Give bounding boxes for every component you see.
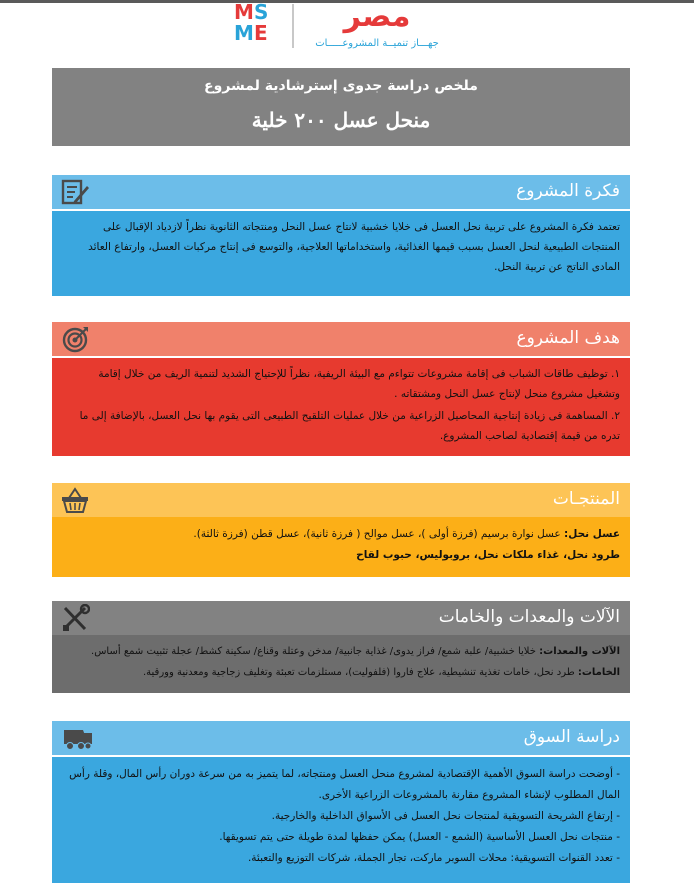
logo-wordmark: مصر [343,0,411,34]
products-line-1-text: عسل نوارة برسيم (فرزة أولى )، عسل موالح ( فرزة ثانية)، عسل قطن (فرزة ثالثة). [193,528,565,540]
products-heading: المنتجـات [552,489,620,509]
tools-icon [60,604,90,632]
market-heading: دراسة السوق [523,727,620,747]
title-line-2: منحل عسل ٢٠٠ خلية [251,108,431,132]
equipment-body [52,635,630,693]
target-icon [60,325,90,353]
logo-subtitle: جهـــاز تنميــة المشروعـــــات [315,38,439,49]
logo-letter-m1: M [234,0,254,24]
market-item-1: - أوضحت دراسة السوق الأهمية الإقتصادية لمشروع منحل العسل ومنتجاته، لما يتميز به من سرعة دوران رأس المال، وقلة رأس المال المطلوب لإنشاء المشروع مقارنة بالمشروعات الزراعية الأخرى. [69,768,620,801]
equipment-header [52,601,630,635]
equipment-line-1-label: الآلات والمعدات: [539,646,620,657]
equipment-line-1 [62,641,620,662]
logo-divider [292,4,294,48]
products-line-1 [62,524,620,545]
logo-letter-e: E [254,21,268,45]
equipment-line-2-text: طرد نحل، خامات تغذية تنشيطية، علاج فاروا (فلفوليت)، مستلزمات تعبئة وتغليف زجاجية ومعدنية وورقية. [142,667,578,678]
idea-body [52,211,630,296]
msme-logo [232,2,458,54]
truck-icon [56,724,100,752]
title-box [52,68,630,146]
equipment-heading: الآلات والمعدات والخامات [438,607,620,627]
products-line-2: طرود نحل، غذاء ملكات نحل، بروبوليس، حبوب لقاح [356,549,620,561]
idea-header [52,175,630,209]
equipment-line-1-text: خلايا خشبية/ علبة شمع/ فراز يدوى/ غذاية جانبية/ مدخن وعتلة وقناع/ سكينة كشط/ عجلة تثبيت شمع أساس. [91,646,540,657]
market-item-2: - إرتفاع الشريحة التسويقية لمنتجات نحل العسل فى الأسواق الداخلية والخارجية. [271,810,620,822]
shopping-basket-icon [60,486,90,514]
market-body [52,757,630,883]
goal-heading: هدف المشروع [516,328,620,348]
market-item-3: - منتجات نحل العسل الأساسية (الشمع - العسل) يمكن حفظها لمدة طويلة حتى يتم تسويقها. [219,831,620,843]
msme-letters [232,2,292,46]
goal-item-1: ١. توظيف طاقات الشباب فى إقامة مشروعات تتواءم مع البيئة الريفية، نظراً للإحتياج الشديد لتنمية الريف من خلال إقامة وتشغيل مشروع منحل لإنتاج عسل النحل ومشتقاته . [98,368,620,400]
goal-header [52,322,630,356]
products-header [52,483,630,517]
idea-text: تعتمد فكرة المشروع على تربية نحل العسل فى خلايا خشبية لانتاج عسل النحل ومنتجاته الثانوية نظراً لازدياد الإقبال على المنتجات الطبيعية لنحل العسل بسبب قيمها الغذائية، واستخداماتها العلاجية، والتوسع فى إنتاج مركبات العسل، وارتفاع العائد المادى الناتج عن تربية النحل. [88,221,620,273]
logo-letter-m2: M [234,21,254,45]
products-body [52,517,630,577]
market-item-4: - تعدد القنوات التسويقية: محلات السوبر ماركت، تجار الجملة، شركات التوزيع والتعبئة. [247,852,620,864]
logo-letter-s: S [254,0,269,24]
goal-body [52,358,630,456]
equipment-line-2-label: الخامات: [577,667,620,678]
edit-document-icon [60,178,90,206]
equipment-line-2 [62,662,620,683]
idea-heading: فكرة المشروع [516,181,620,201]
market-header [52,721,630,755]
products-line-1-label: عسل نحل: [564,528,620,540]
goal-item-2: ٢. المساهمة فى زيادة إنتاجية المحاصيل الزراعية من خلال عمليات التلقيح الطبيعى التى يقوم بها نحل العسل، بالإضافة إلى ما تدره من قيمة إقتصادية لصاحب المشروع. [79,410,620,442]
title-line-1: ملخص دراسة جدوى إسترشادية لمشروع [204,78,478,94]
